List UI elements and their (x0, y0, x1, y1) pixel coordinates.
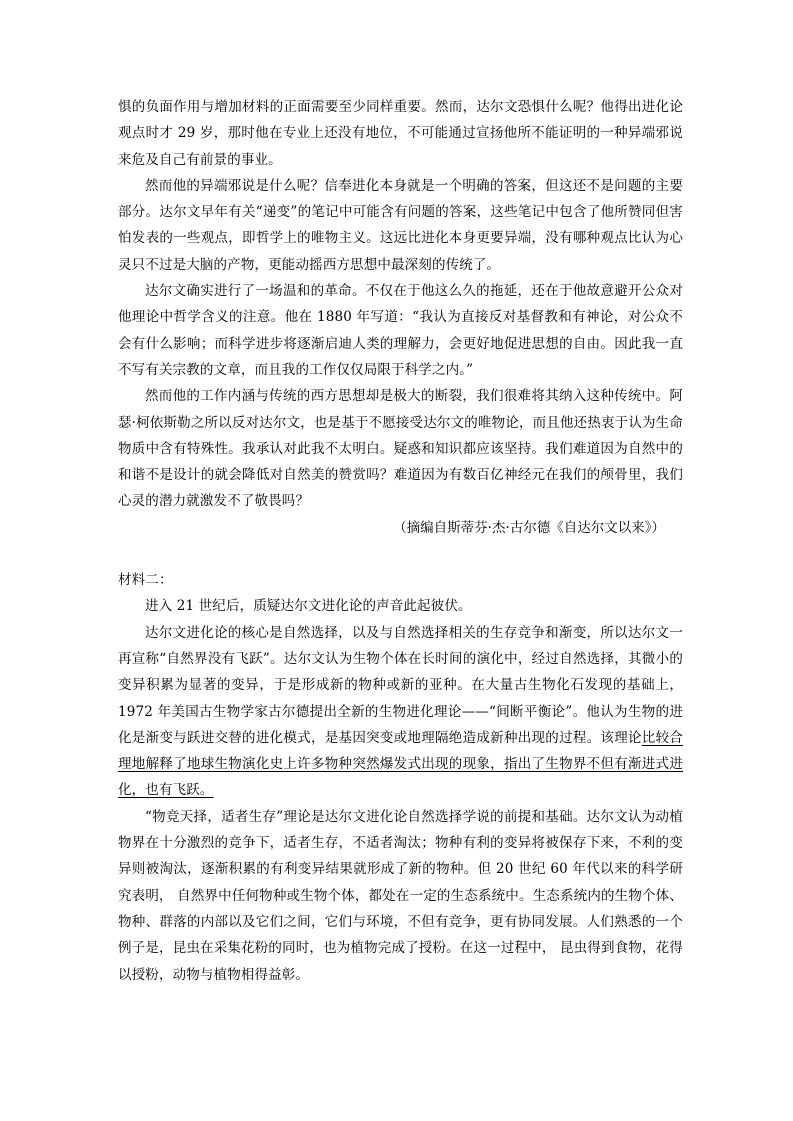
section-gap (118, 541, 683, 567)
paragraph: 然而他的工作内涵与传统的西方思想却是极大的断裂，我们很难将其纳入这种传统中。阿瑟·柯依斯勒之所以反对达尔文，也是基于不愿接受达尔文的唯物论，而且他还热衷于认为生命物质中含有特殊性。我承认对此我不太明白。疑惑和知识都应该坚持。我们难道因为自然中的和谐不是设计的就会降低对自然美的赞赏吗？难道因为有数百亿神经元在我们的颅骨里，我们心灵的潜力就激发不了敬畏吗？ (118, 388, 683, 510)
paragraph: 然而他的异端邪说是什么呢？信奉进化本身就是一个明确的答案，但这还不是问题的主要部分。达尔文早年有关“递变”的笔记中可能含有问题的答案，这些笔记中包含了他所赞同但害怕发表的一些观点，即哲学上的唯物主义。这远比进化本身更要异端，没有哪种观点比认为心灵只不过是大脑的产物，更能动摇西方思想中最深刻的传统了。 (118, 177, 683, 273)
paragraph: 达尔文确实进行了一场温和的革命。不仅在于他这么久的拖延，还在于他故意避开公众对他理论中哲学含义的注意。他在 1880 年写道：“我认为直接反对基督教和有神论，对公众不会有什么影响；而科学进步将逐渐启迪人类的理解力，会更好地促进思想的自由。因此我一直不写有关宗教的文章，而且我的工作仅仅局限于科学之内。” (118, 283, 683, 378)
document-page (118, 94, 683, 988)
paragraph: 进入 21 世纪后，质疑达尔文进化论的声音此起彼伏。 (145, 598, 472, 615)
paragraph: 惧的负面作用与增加材料的正面需要至少同样重要。然而，达尔文恐惧什么呢？他得出进化论观点时才 29 岁，那时他在专业上还没有地位，不可能通过宣扬他所不能证明的一种异端邪说来危及自己有前景的事业。 (118, 99, 683, 168)
paragraph-text: 达尔文进化论的核心是自然选择，以及与自然选择相关的生存竞争和渐变，所以达尔文一再宣称“自然界没有飞跃”。达尔文认为生物个体在长时间的演化中，经过自然选择，其微小的变异积累为显著的变异，于是形成新的物种或新的亚种。在大量古生物化石发现的基础上，1972 年美国古生物学家古尔德提出全新的生物进化理论——“间断平衡论”。他认为生物的进化是渐变与跃进交替的进化模式，是基因突变或地理隔绝造成新种出现的过程。该理论 (118, 624, 683, 746)
underlined-text: 比较合理地解释了地球生物演化史上许多物种突然爆发式出现的现象，指出了生物界不但有渐进式进化，也有飞跃。 (118, 729, 683, 799)
source-citation: （摘编自斯蒂芬·杰·古尔德《自达尔文以来》） (393, 519, 665, 536)
section-heading: 材料二： (118, 572, 173, 589)
paragraph (118, 620, 683, 804)
paragraph: “物竞天择，适者生存”理论是达尔文进化论自然选择学说的前提和基础。达尔文认为动植物界在十分激烈的竞争下，适者生存，不适者淘汰；物种有利的变异将被保存下来，不利的变异则被淘汰，逐渐积累的有利变异结果就形成了新的物种。但 20 世纪 60 年代以来的科学研究表明， 自然界中任何物种或生物个体，都处在一定的生态系统中。生态系统内的生物个体、物种、群落的内部以及它们之间，它们与环境，不但有竞争，更有协同发展。人们熟悉的一个例子是，昆虫在采集花粉的同时，也为植物完成了授粉。在这一过程中， 昆虫得到食物，花得以授粉，动物与植物相得益彰。 (118, 808, 683, 983)
